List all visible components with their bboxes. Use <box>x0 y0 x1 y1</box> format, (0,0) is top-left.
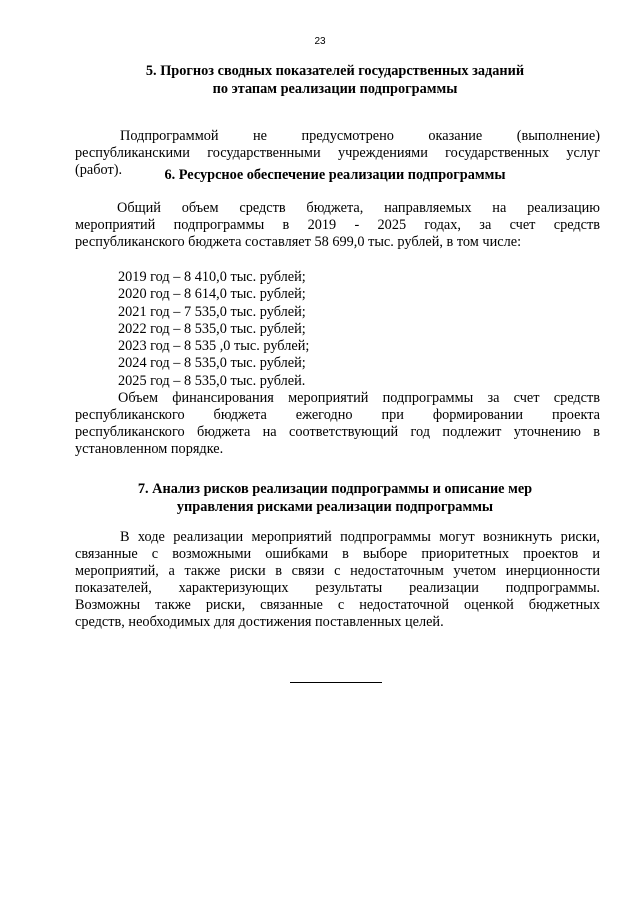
section6-intro-line3: республиканского бюджета составляет 58 699,0 тыс. рублей, в том числе: <box>75 234 522 250</box>
section6-outro-line1: Объем финансирования мероприятий подпрограммы за счет средств <box>118 390 600 406</box>
section7-text-line3: мероприятий, а также риски в связи с недостаточным учетом инерционности <box>75 563 600 579</box>
section7-heading-line1: 7. Анализ рисков реализации подпрограммы и описание мер <box>137 481 533 497</box>
section7-heading <box>60 480 610 516</box>
funding-by-year-list <box>118 269 309 390</box>
page-number: 23 <box>314 36 326 47</box>
section7-text-line1: В ходе реализации мероприятий подпрограммы могут возникнуть риски, <box>120 529 600 545</box>
funding-year-item: 2023 год – 8 535 ,0 тыс. рублей; <box>118 338 310 355</box>
funding-year-item: 2025 год – 8 535,0 тыс. рублей. <box>118 372 306 389</box>
funding-year-item: 2019 год – 8 410,0 тыс. рублей; <box>118 269 306 285</box>
section7-text-line5: Возможны также риски, связанные с недостаточной оценкой бюджетных <box>75 597 600 613</box>
funding-year-item: 2022 год – 8 535,0 тыс. рублей; <box>118 320 306 337</box>
section5-text-line2: республиканскими государственными учреждениями государственных услуг <box>75 145 600 161</box>
section6-heading-line1: 6. Ресурсное обеспечение реализации подпрограммы <box>164 167 506 183</box>
section5-heading-line1: 5. Прогноз сводных показателей государственных заданий <box>145 63 525 79</box>
section7-paragraph <box>75 529 600 631</box>
section7-text-line6: средств, необходимых для достижения поставленных целей. <box>75 614 444 630</box>
section7-text-line2: связанные с возможными ошибками в выборе приоритетных проектов и <box>75 546 600 562</box>
section6-intro-line2: мероприятий подпрограммы в 2019 - 2025 годах, за счет средств <box>75 217 600 233</box>
section6-heading <box>60 166 610 184</box>
section6-outro-line4: установленном порядке. <box>75 441 224 457</box>
section6-outro-line2: республиканского бюджета ежегодно при формировании проекта <box>75 407 600 423</box>
section5-heading <box>60 62 610 98</box>
end-separator-line <box>290 682 382 683</box>
section6-intro-line1: Общий объем средств бюджета, направляемых на реализацию <box>117 200 600 216</box>
section5-heading-line2: по этапам реализации подпрограммы <box>212 81 458 97</box>
section6-outro-line3: республиканского бюджета на соответствующий год подлежит уточнению в <box>75 424 600 440</box>
section7-heading-line2: управления рисками реализации подпрограммы <box>176 499 494 515</box>
section7-text-line4: показателей, характеризующих результаты реализации подпрограммы. <box>75 580 600 596</box>
funding-year-item: 2021 год – 7 535,0 тыс. рублей; <box>118 303 306 320</box>
section5-text-line3: (работ). <box>75 162 123 178</box>
funding-year-item: 2024 год – 8 535,0 тыс. рублей; <box>118 355 306 372</box>
section6-intro <box>75 200 600 251</box>
funding-year-item: 2020 год – 8 614,0 тыс. рублей; <box>118 286 306 303</box>
section5-text-line1: Подпрограммой не предусмотрено оказание (выполнение) <box>120 128 600 144</box>
section6-outro <box>75 390 600 458</box>
